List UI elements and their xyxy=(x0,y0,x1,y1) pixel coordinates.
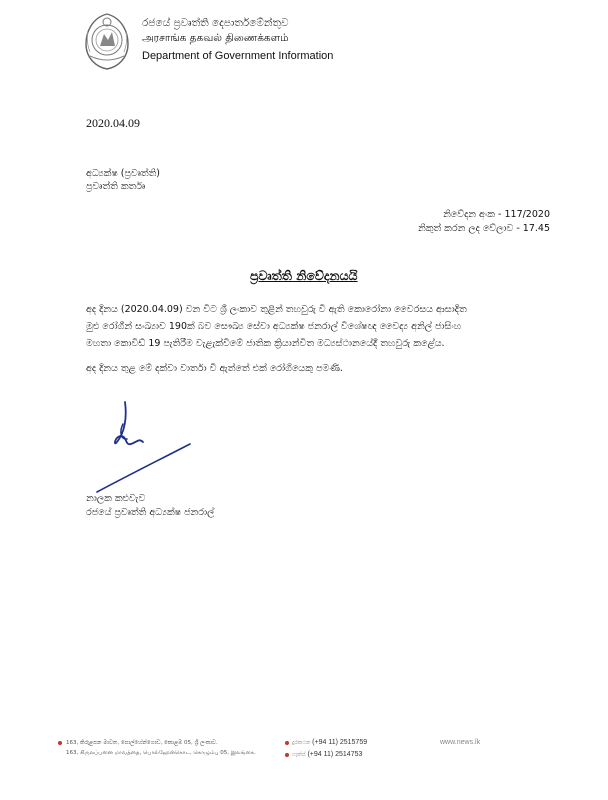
body-paragraph-1-line-2: මුළු රෝගීන් සංඛ්‍යාව 190ක් බව සෞඛ්‍ය සේවා අධ්‍යක්ෂ ජනරාල් විශේෂඥ වෛද්‍ය අනිල් ජාසිංහ xyxy=(86,321,462,332)
org-name-tamil: அரசாங்க தகவல் திணைக்களம் xyxy=(142,32,289,44)
footer-telephone xyxy=(292,739,367,747)
footer-website: www.news.lk xyxy=(440,739,481,746)
fax-label: ෆැක්ස් xyxy=(292,752,306,758)
body-paragraph-2: අද දිනය තුළ මේ දක්වා වාර්තා වී ඇත්තේ එක් රෝගියෙකු පමණි. xyxy=(86,363,343,374)
address-bullet-icon xyxy=(58,741,62,745)
org-name-sinhala: රජයේ ප්‍රවෘත්ති දෙපාර්තමේන්තුව xyxy=(142,17,289,29)
telephone-number: (+94 11) 2515759 xyxy=(312,739,368,746)
press-release-title: ප්‍රවෘත්ති නිවේදනයයි xyxy=(250,268,358,283)
body-paragraph-1 xyxy=(86,301,556,352)
notice-number: නිවේදන අංක - 117/2020 xyxy=(443,209,550,220)
org-name-english: Department of Government Information xyxy=(142,50,334,62)
issue-time: නිකුත් කරන ලද වේලාව - 17.45 xyxy=(417,223,550,234)
phone-bullet-icon xyxy=(285,741,289,745)
national-emblem-logo xyxy=(82,12,132,70)
handwritten-signature xyxy=(95,392,215,497)
fax-number: (+94 11) 2514753 xyxy=(307,751,363,758)
body-paragraph-1-line-3: මහතා කොවිඩ් 19 පැතිරීම වැළැක්වීමේ ජාතික ක්‍රියාන්විත මධ්‍යස්ථානයේදී තහවුරු කළේය. xyxy=(86,338,445,349)
footer-fax xyxy=(292,751,362,759)
fax-bullet-icon xyxy=(285,753,289,757)
telephone-label: දුරකථන xyxy=(292,740,311,746)
footer-address-tamil: 163, கிருலப்பனை மாவத்தை, பொல்ஹேன்கொட, கொழும்பு 05, இலங்கை. xyxy=(66,750,256,756)
signatory-title: රජයේ ප්‍රවෘත්ති අධ්‍යක්ෂ ජනරාල් xyxy=(86,507,215,518)
addressee-line-2: ප්‍රවෘත්ති කර්තෘ xyxy=(86,181,146,192)
body-paragraph-1-line-1: අද දිනය (2020.04.09) වන විට ශ්‍රී ලංකාව තුළින් තහවුරු වී ඇති කොරෝනා වෛරසය ආසාදිත xyxy=(86,304,467,315)
signatory-name: නාලක කළුවැව xyxy=(86,493,146,504)
letter-date: 2020.04.09 xyxy=(86,116,140,130)
addressee-line-1: අධ්‍යක්ෂ (ප්‍රවෘත්ති) xyxy=(86,168,161,179)
footer-address-sinhala: 163, කිරුළපන මාවත, පොල්හේන්ගොඩ, කොළඹ 05, ශ්‍රී ලංකාව. xyxy=(66,740,218,746)
